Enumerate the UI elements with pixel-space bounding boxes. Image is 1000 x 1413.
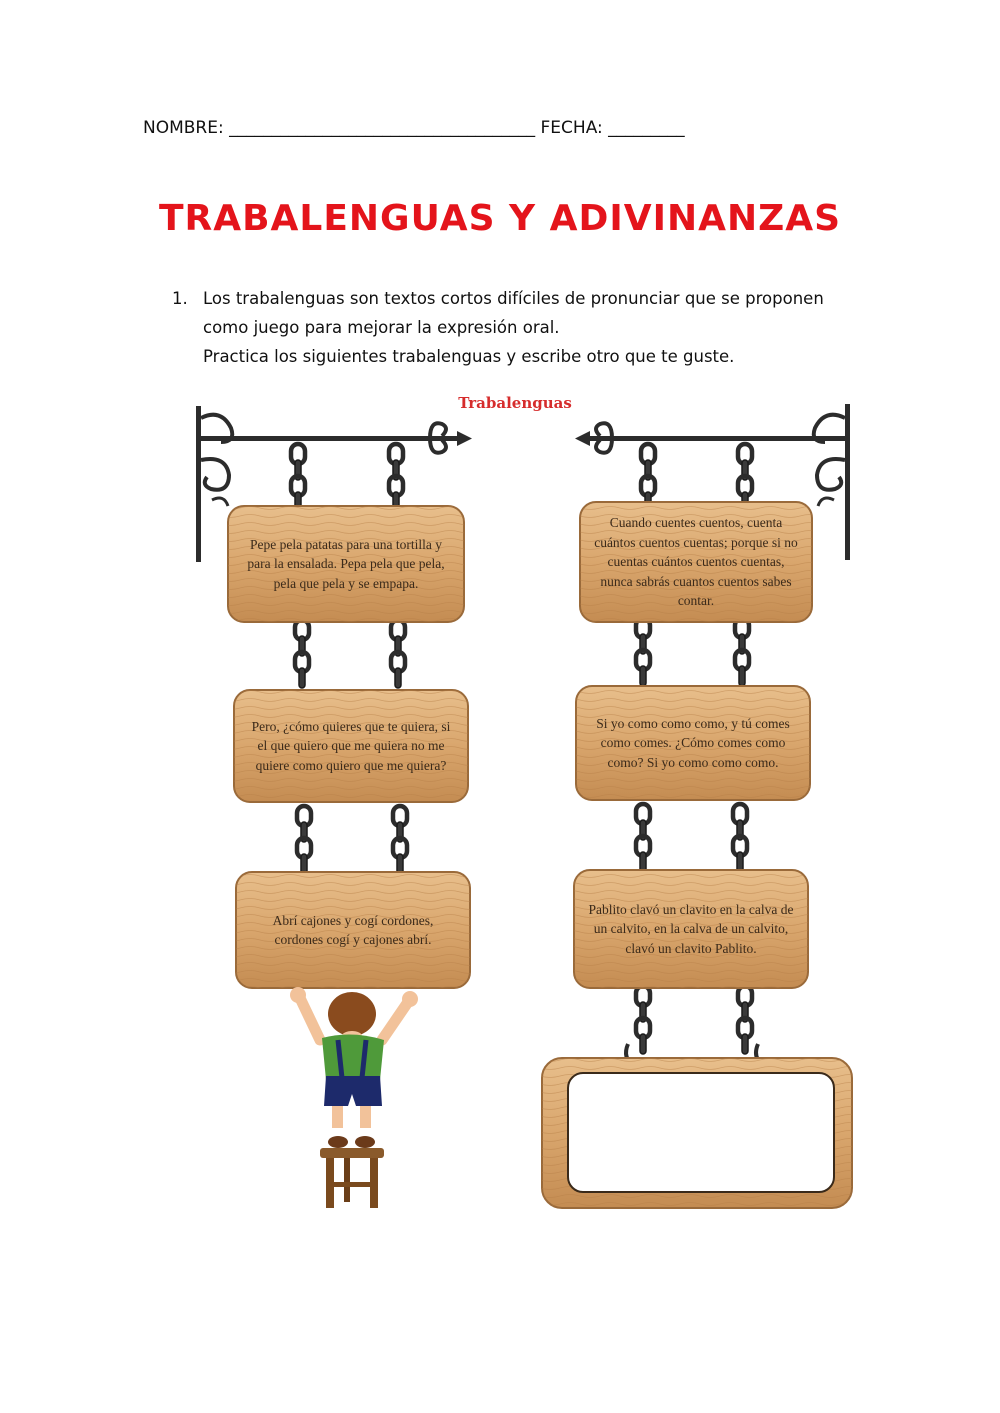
tongue-twister-4: Cuando cuentes cuentos, cuenta cuántos cuentos cuentas; porque si no cuentas cuántos cuentos cuentas, nunca sabrás cuantos cuentos sabes contar. (594, 515, 798, 609)
nombre-label: NOMBRE: (143, 118, 224, 138)
fecha-label: FECHA: (540, 118, 603, 138)
tongue-twister-3: Abrí cajones y cogí cordones, cordones cogí y cajones abrí. (272, 912, 434, 947)
fecha-field[interactable]: _________ (608, 118, 685, 138)
banner-title: Trabalenguas (458, 394, 572, 412)
tongue-twister-6: Pablito clavó un clavito en la calva de un calvito, en la calva de un calvito, clavó un clavito Pablito. (588, 901, 794, 956)
own-tongue-twister-answer-box[interactable] (567, 1072, 835, 1193)
tongue-twister-2: Pero, ¿cómo quieres que te quiera, si el que quiero que me quiera no me quiere como quiero que me quiera? (251, 718, 451, 773)
instruction-line-1: Los trabalenguas son textos cortos difíciles de pronunciar que se proponen (203, 289, 824, 308)
instruction-line-3: Practica los siguientes trabalenguas y escribe otro que te guste. (203, 347, 735, 366)
page-title: TRABALENGUAS Y ADIVINANZAS (158, 198, 842, 239)
tongue-twister-5: Si yo como como como, y tú comes como comes. ¿Cómo comes como como? Si yo como como como. (596, 715, 790, 770)
instruction-number: 1. (172, 289, 188, 308)
tongue-twister-1: Pepe pela patatas para una tortilla y para la ensalada. Pepa pela que pela, pela que pela y se empapa. (247, 536, 445, 591)
stool-icon (320, 1148, 384, 1208)
boy-illustration (290, 987, 418, 1148)
instruction-line-2: como juego para mejorar la expresión oral. (203, 318, 560, 337)
nombre-field[interactable]: ____________________________________ (229, 118, 536, 138)
